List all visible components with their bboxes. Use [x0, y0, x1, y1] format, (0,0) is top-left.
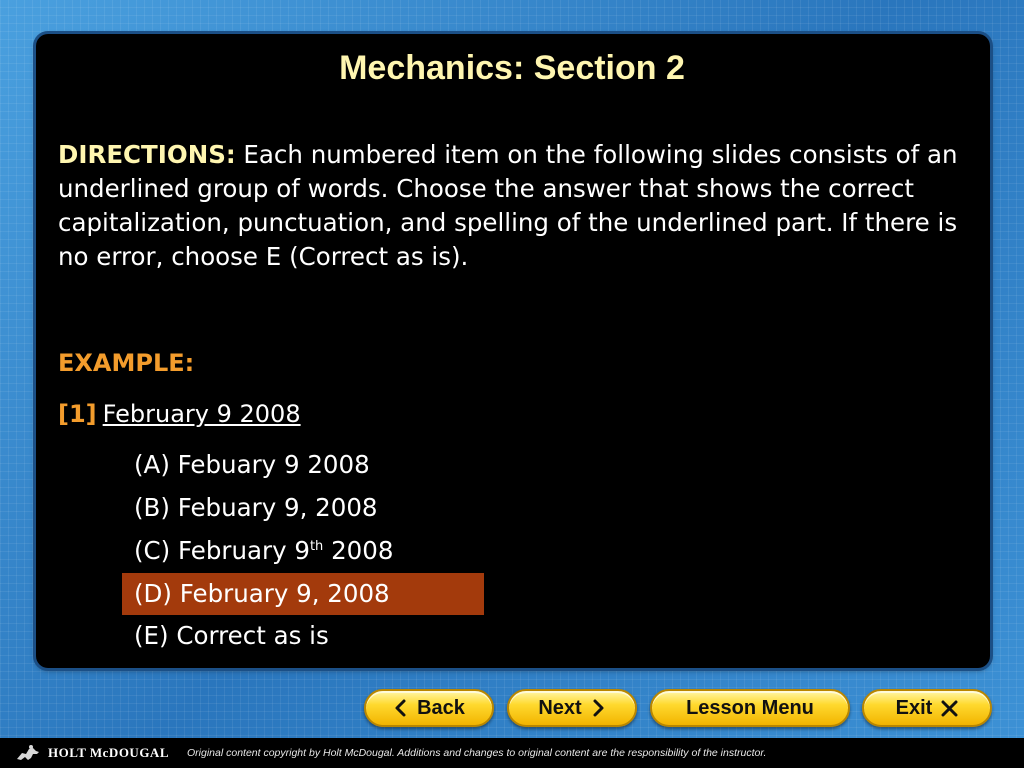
publisher-logo [14, 743, 169, 763]
footer-bar [0, 738, 1024, 768]
back-button[interactable] [364, 689, 494, 727]
choice-d-correct[interactable]: (D) February 9, 2008 [122, 573, 484, 615]
item-number: [1] [58, 400, 97, 428]
directions-body: Each numbered item on the following slides consists of an underlined group of words. Choose the answer that shows the correct capitalization, punctuation, and spelling of the underlined part. If there is no error, choose E (Correct as is). [58, 140, 958, 271]
directions-text [58, 138, 958, 274]
exit-button[interactable] [862, 689, 992, 727]
choice-c[interactable] [122, 530, 484, 572]
choice-c-year: 2008 [323, 536, 394, 565]
publisher-name: HOLT McDOUGAL [48, 745, 169, 760]
chevron-left-icon [393, 698, 409, 718]
slide-title: Mechanics: Section 2 [339, 49, 685, 87]
choice-e[interactable]: (E) Correct as is [134, 621, 329, 650]
chevron-right-icon [590, 698, 606, 718]
back-button-label: Back [417, 696, 465, 719]
example-item [58, 397, 301, 431]
lesson-menu-button[interactable] [650, 689, 850, 727]
choice-a[interactable]: (A) Febuary 9 2008 [134, 450, 370, 479]
close-icon [940, 698, 958, 718]
next-button-label: Next [538, 696, 582, 719]
horse-rider-icon [14, 743, 42, 763]
next-button[interactable] [507, 689, 637, 727]
choice-b[interactable]: (B) Febuary 9, 2008 [134, 493, 378, 522]
example-label: EXAMPLE: [58, 349, 195, 377]
choice-c-superscript: th [309, 538, 324, 554]
item-underlined-text: February 9 2008 [102, 400, 301, 428]
exit-button-label: Exit [895, 696, 933, 719]
choice-c-text: (C) February 9 [134, 536, 310, 565]
copyright-notice: Original content copyright by Holt McDougal. Additions and changes to original content are the responsibility of the instructor. [187, 747, 767, 759]
directions-label: DIRECTIONS: [58, 140, 236, 169]
lesson-menu-button-label: Lesson Menu [686, 696, 814, 719]
